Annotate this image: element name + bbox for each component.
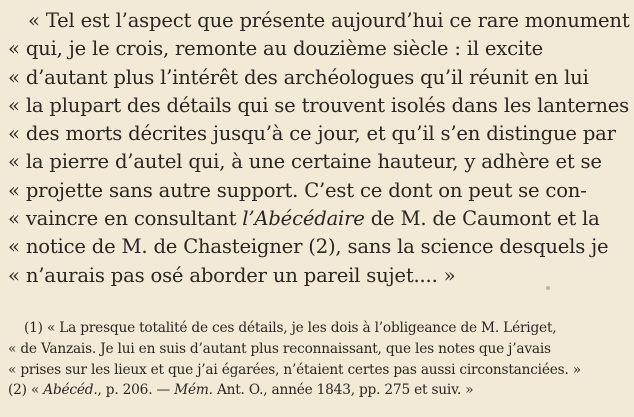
abecedaire-title: l’Abécédaire — [242, 207, 365, 231]
line-text: « des morts décrites jusqu’à ce jour, et qu’il s’en distingue par — [8, 122, 616, 146]
footnote-1-text: « de Vanzais. Je lui en suis d’autant plus reconnaissant, que les notes que j’avais — [8, 340, 551, 357]
line-text: « vaincre en consultant l’Abécédaire de M. de Caumont et la — [8, 207, 600, 231]
text-line — [8, 35, 620, 63]
line-text: « projette sans autre support. C’est ce dont on peut se con- — [8, 178, 587, 202]
text-line — [8, 177, 620, 205]
main-paragraph — [8, 7, 630, 290]
line-text: « qui, je le crois, remonte au douzième siècle : il excite — [8, 37, 544, 61]
line-text: « Tel est l’aspect que présente aujourd’hui ce rare monument — [28, 9, 630, 32]
line-text: « notice de M. de Chasteigner (2), sans la science desquels je — [8, 235, 609, 259]
footnote-line — [8, 380, 626, 401]
paper-speck — [546, 286, 550, 290]
text-line — [8, 7, 630, 35]
footnote-line — [8, 360, 626, 381]
text-line — [8, 233, 620, 261]
text-line — [8, 120, 620, 148]
footnote-1-text: (1) « La presque totalité de ces détails, je les dois à l’obligeance de M. Lériget, — [24, 320, 557, 336]
text-line — [8, 205, 620, 233]
line-text: « d’autant plus l’intérêt des archéologues qu’il réunit en lui — [8, 65, 589, 89]
line-text: « la plupart des détails qui se trouvent isolés dans les lanternes — [8, 93, 630, 117]
footnote-line — [8, 339, 626, 360]
text-line — [8, 92, 630, 120]
line-text: « n’aurais pas osé aborder un pareil sujet.... » — [8, 263, 456, 287]
text-line — [8, 64, 620, 92]
line-text: « la pierre d’autel qui, à une certaine hauteur, y adhère et se — [8, 150, 602, 174]
footnotes — [8, 318, 626, 401]
text-line — [8, 262, 620, 290]
footnote-1-text: « prises sur les lieux et que j’ai égarées, n’étaient certes pas aussi circonstanciées. » — [8, 361, 581, 378]
footnote-2-text: (2) « Abécéd., p. 206. — Mém. Ant. O., année 1843, pp. 275 et suiv. » — [8, 382, 474, 399]
text-line — [8, 148, 620, 176]
footnote-line — [8, 318, 626, 339]
